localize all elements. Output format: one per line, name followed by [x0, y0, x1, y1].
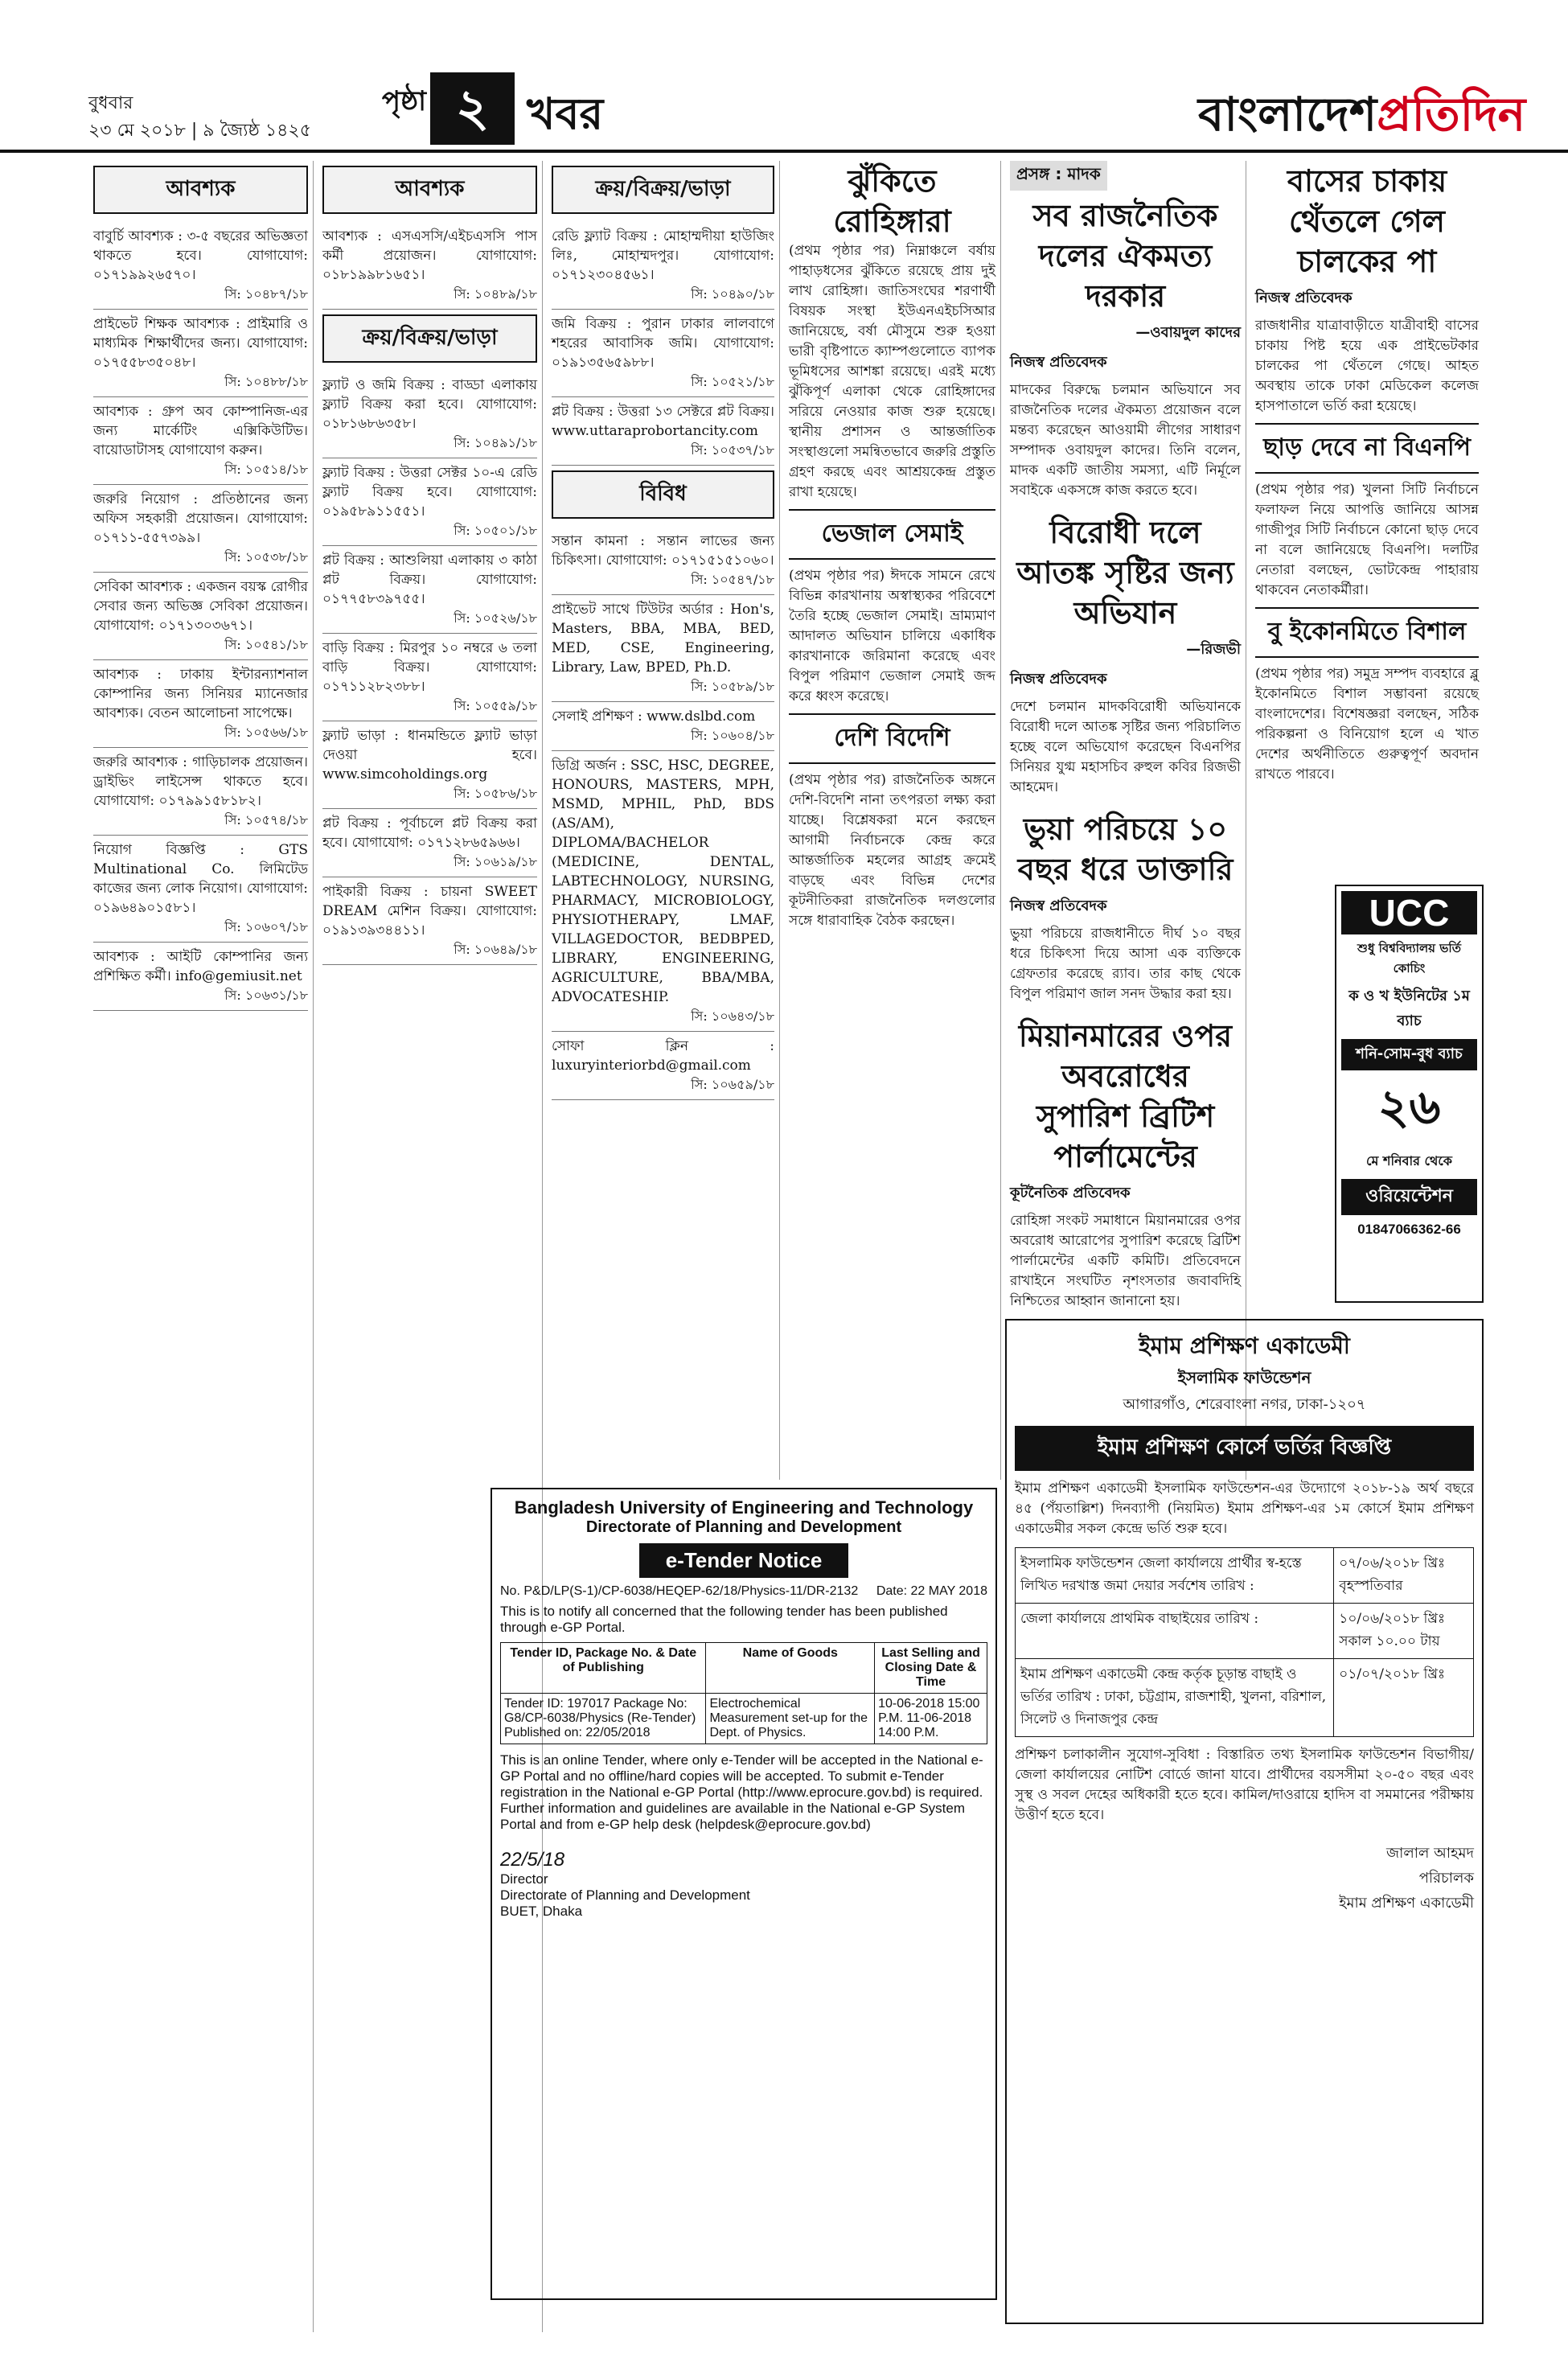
buet-tender-notice [491, 1488, 997, 2300]
org-address: আগারগাঁও, শেরেবাংলা নগর, ঢাকা-১২০৭ [1123, 1396, 1366, 1413]
ad-reference: সি: ১০৫১৪/১৮ [224, 462, 308, 477]
ad-reference: সি: ১০৪৮৯/১৮ [454, 286, 537, 302]
ad-text: প্রাইভেট সাথে টিউটর অর্ডার : Hon's, Masters, BBA, MBA, BED, MED, CSE, Engineering, Library, Law, BPED, Ph.D. [552, 602, 774, 676]
ad-reference: সি: ১০৬০৪/১৮ [691, 728, 774, 743]
ad-reference: সি: ১০৫৫৯/১৮ [454, 698, 537, 713]
ad-text: প্লট বিক্রয় : পূর্বাচলে প্লট বিক্রয় করা হবে। যোগাযোগ: ০১৭১২৮৬৫৯৬৬। [322, 815, 537, 851]
university-name: Bangladesh University of Engineering and Technology [514, 1497, 974, 1518]
classified-ad [322, 546, 537, 634]
directorate-name: Directorate of Planning and Development [585, 1518, 902, 1536]
classified-ad [552, 595, 774, 702]
ad-reference: সি: ১০৫৪৭/১৮ [691, 572, 774, 587]
story-body: (প্রথম পৃষ্ঠার পর) খুলনা সিটি নির্বাচনে ফলাফল নিয়ে আপত্তি জানিয়ে আসন্ন গাজীপুর সিটি নির্বাচনে কোনো ছাড় দেবে না বলে জানিয়েছে বিএনপি। দলটির নেতারা বলছেন, ভোটকেন্দ্র পাহারায় থাকবেন নেতাকর্মীরা। [1255, 482, 1479, 598]
table-cell: ১০/০৬/২০১৮ খ্রিঃ সকাল ১০.০০ টায় [1334, 1604, 1474, 1659]
ad-date: ২৬ [1377, 1079, 1441, 1136]
ad-reference: সি: ১০৬১৯/১৮ [454, 854, 537, 869]
ad-text: রেডি ফ্ল্যাট বিক্রয় : মোহাম্মদীয়া হাউজিং লিঃ, মোহাম্মদপুর। যোগাযোগ: ০১৭১২৩০৪৫৬১। [552, 228, 774, 283]
table-row [1016, 1604, 1474, 1659]
weekday: বুধবার [88, 93, 133, 113]
table-cell: Tender ID: 197017 Package No: G8/CP-6038/Physics (Re-Tender) Published on: 22/05/2018 [501, 1694, 706, 1744]
ad-text: প্রাইভেট শিক্ষক আবশ্যক : প্রাইমারি ও মাধ্যমিক শিক্ষার্থীদের জন্য। যোগাযোগ: ০১৭৫৫৮৩৫০৪৮। [93, 316, 308, 371]
classified-ad [322, 809, 537, 877]
table-row [1016, 1548, 1474, 1604]
ad-reference: সি: ১০৫৩৭/১৮ [691, 442, 774, 458]
ad-text: জরুরি নিয়োগ : প্রতিষ্ঠানের জন্য অফিস সহকারী প্রয়োজন। যোগাযোগ: ০১৭১১-৫৫৭৩৯৯। [93, 491, 308, 546]
ad-title: ইমাম প্রশিক্ষণ কোর্সে ভর্তির বিজ্ঞপ্তি [1015, 1426, 1474, 1471]
tender-table [500, 1642, 987, 1744]
ad-reference: সি: ১০৪৮৮/১৮ [224, 374, 308, 389]
ad-reference: সি: ১০৫৭৪/১৮ [224, 812, 308, 828]
ad-text: সন্তান কামনা : সন্তান লাভের জন্য চিকিৎসা। যোগাযোগ: ০১৭১৫১৫১০৬০। [552, 533, 774, 569]
ad-text: ফ্ল্যাট ও জমি বিক্রয় : বাড্ডা এলাকায় ফ্ল্যাট বিক্রয় করা হবে। যোগাযোগ: ০১৮১৬৮৬৩৫৮। [322, 377, 537, 432]
news-column-middle [1005, 161, 1246, 1480]
ad-reference: সি: ১০৫৪১/১৮ [224, 637, 308, 652]
tender-date: Date: 22 MAY 2018 [876, 1584, 987, 1598]
story-body: রোহিঙ্গা সংকট সমাধানে মিয়ানমারের ওপর অবরোধ আরোপের সুপারিশ করেছে ব্রিটিশ পার্লামেন্টের একটি কমিটি। প্রতিবেদনে রাখাইনে সংঘটিত নৃশংসতার জবাবদিহি নিশ্চিতের আহ্বান জানানো হয়। [1010, 1213, 1241, 1309]
ad-text: বাবুর্চি আবশ্যক : ৩-৫ বছরের অভিজ্ঞতা থাকতে হবে। যোগাযোগ: ০১৭১৯৯২৬৫৭০। [93, 228, 308, 283]
ad-text: সেলাই প্রশিক্ষণ : www.dslbd.com [552, 709, 756, 725]
classified-ad [322, 721, 537, 809]
classified-ad [552, 527, 774, 595]
ad-reference: সি: ১০৫৮৬/১৮ [454, 786, 537, 801]
imam-academy-ad [1005, 1319, 1484, 2324]
byline: নিজস্ব প্রতিবেদক [1010, 897, 1107, 914]
column-heading: বিবিধ [552, 470, 774, 519]
table-cell: ০৭/০৬/২০১৮ খ্রিঃ বৃহস্পতিবার [1334, 1548, 1474, 1604]
ad-reference: সি: ১০৬০৭/১৮ [224, 919, 308, 934]
classified-column-1 [88, 161, 314, 2332]
ad-reference: সি: ১০৬৪৩/১৮ [691, 1008, 774, 1024]
ad-list [322, 222, 537, 310]
classified-ad [322, 222, 537, 310]
classified-ad [93, 748, 308, 836]
signer-title: পরিচালক [1418, 1870, 1474, 1887]
headline-vejal-semai: ভেজাল সেমাই [789, 509, 995, 560]
story-body: রাজধানীর যাত্রাবাড়ীতে যাত্রীবাহী বাসের চাকায় পিষ্ট হয়ে এক প্রাইভেটকার চালকের পা থেঁতলে গেছে। আহত অবস্থায় তাকে ঢাকা মেডিকেল কলেজ হাসপাতালে ভর্তি করা হয়েছে। [1255, 318, 1479, 414]
story-body: (প্রথম পৃষ্ঠার পর) নিম্নাঞ্চলে বর্ষায় পাহাড়ধসের ঝুঁকিতে রয়েছে প্রায় দুই লাখ রোহিঙ্গা। জাতিসংঘের শরণার্থী বিষয়ক সংস্থা ইউএনএইচসিআর জানিয়েছে, বর্ষা মৌসুমে শুরু হওয়া ভারী বৃষ্টিপাতে ক্যাম্পগুলোতে ব্যাপক ভূমিধসের আশঙ্কা রয়েছে। এরই মধ্যে ঝুঁকিপূর্ণ এলাকা থেকে রোহিঙ্গাদের সরিয়ে নেওয়ার কাজ শুরু হয়েছে। স্থানীয় প্রশাসন ও আন্তর্জাতিক সংস্থাগুলো সমন্বিতভাবে জরুরি প্রস্তুতি গ্রহণ করছে এবং আশ্রয়কেন্দ্র প্রস্তুত রাখা হয়েছে। [789, 243, 995, 500]
ad-text: সোফা ক্লিন : luxuryinteriorbd@gmail.com [552, 1038, 774, 1074]
table-header-row [501, 1643, 987, 1694]
ad-text: ক ও খ ইউনিটের ১ম ব্যাচ [1348, 988, 1470, 1029]
tender-title: e-Tender Notice [639, 1543, 848, 1578]
column-header: Tender ID, Package No. & Date of Publishing [501, 1643, 706, 1694]
ad-phone: 01847066362-66 [1357, 1222, 1461, 1237]
ad-text: পাইকারী বিক্রয় : চায়না SWEET DREAM মেশিন বিক্রয়। যোগাযোগ: ০১৯১৩৯৩৪৪১১। [322, 884, 537, 939]
classified-ad [93, 397, 308, 485]
column-heading: ক্রয়/বিক্রয়/ভাড়া [552, 166, 774, 214]
ad-text: মে শনিবার থেকে [1366, 1153, 1452, 1169]
ad-text: আবশ্যক : আইটি কোম্পানির জন্য প্রশিক্ষিত কর্মী। info@gemiusit.net [93, 949, 308, 984]
signer: Director [500, 1871, 548, 1887]
ad-reference: সি: ১০৬৫৯/১৮ [691, 1077, 774, 1092]
table-cell: ইসলামিক ফাউন্ডেশন জেলা কার্যালয়ে প্রার্থীর স্ব-হস্তে লিখিত দরখাস্ত জমা দেয়ার সর্বশেষ তারিখ : [1016, 1548, 1334, 1604]
ad-text: শুধু বিশ্ববিদ্যালয় ভর্তি কোচিং [1357, 941, 1461, 975]
page-number: ২ [430, 72, 515, 145]
ad-body: প্রশিক্ষণ চলাকালীন সুযোগ-সুবিধা : বিস্তারিত তথ্য ইসলামিক ফাউন্ডেশন বিভাগীয়/জেলা কার্যালয়ের নোটিশ বোর্ডে জানা যাবে। প্রার্থীদের বয়সসীমা ২০-৫০ বছর এবং সুস্থ ও সবল দেহের অধিকারী হতে হবে। কামিল/দাওরায়ে হাদিস বা সমমানের পরীক্ষায় উত্তীর্ণ হতে হবে। [1015, 1747, 1474, 1823]
ad-text: জরুরি আবশ্যক : গাড়িচালক প্রয়োজন। ড্রাইভিং লাইসেন্স থাকতে হবে। যোগাযোগ: ০১৭৯৯১৫৮১৮২। [93, 754, 308, 809]
ad-reference: সি: ১০৫৮৯/১৮ [691, 679, 774, 694]
ad-reference: সি: ১০৫০১/১৮ [454, 523, 537, 538]
classified-ad [93, 310, 308, 397]
classified-ad [93, 222, 308, 310]
ad-text: আবশ্যক : ঢাকায় ইন্টারন্যাশনাল কোম্পানির জন্য সিনিয়র ম্যানেজার আবশ্যক। বেতন আলোচনা সাপেক্ষে। [93, 667, 308, 721]
ad-reference: সি: ১০৫৬৬/১৮ [224, 725, 308, 740]
classified-ad [552, 1032, 774, 1100]
tender-intro: This is to notify all concerned that the following tender has been published through e-GP Portal. [500, 1604, 948, 1635]
ad-reference: সি: ১০৫২১/১৮ [691, 374, 774, 389]
ad-text: আবশ্যক : গ্রুপ অব কোম্পানিজ-এর জন্য মার্কেটিং এক্সিকিউটিভ। বায়োডাটাসহ যোগাযোগ করুন। [93, 404, 308, 458]
classified-ad [93, 485, 308, 573]
classified-ad [93, 573, 308, 660]
table-cell: ইমাম প্রশিক্ষণ একাডেমী কেন্দ্র কর্তৃক চূড়ান্ত বাছাই ও ভর্তির তারিখ : ঢাকা, চট্টগ্রাম, রাজশাহী, খুলনা, বরিশাল, সিলেট ও দিনাজপুর কেন্দ্র [1016, 1659, 1334, 1737]
classified-ad [552, 310, 774, 397]
ad-text: প্লট বিক্রয় : উত্তরা ১৩ সেক্টরে প্লট বিক্রয়। www.uttaraprobortancity.com [552, 404, 774, 439]
story-body: (প্রথম পৃষ্ঠার পর) সমুদ্র সম্পদ ব্যবহারে ব্লু ইকোনমিতে বিশাল সম্ভাবনা রয়েছে বাংলাদেশের। বিশেষজ্ঞরা বলছেন, সঠিক পরিকল্পনা ও বিনিয়োগ হলে এ খাত দেশের অর্থনীতিতে গুরুত্বপূর্ণ অবদান রাখতে পারবে। [1255, 666, 1479, 782]
quote-author: —রিজভী [1186, 641, 1241, 658]
ad-text: আবশ্যক : এসএসসি/এইচএসসি পাস কর্মী প্রয়োজন। যোগাযোগ: ০১৮১৯৯৮১৬৫১। [322, 228, 537, 283]
topic-label: প্রসঙ্গ : মাদক [1010, 161, 1107, 191]
table-cell: জেলা কার্যালয়ে প্রাথমিক বাছাইয়ের তারিখ : [1016, 1604, 1334, 1659]
headline-opposition: বিরোধী দলে আতঙ্ক সৃষ্টির জন্য অভিযান [1016, 514, 1234, 630]
ad-reference: সি: ১০৪৮৭/১৮ [224, 286, 308, 302]
org-name: ইমাম প্রশিক্ষণ একাডেমী [1139, 1333, 1350, 1359]
classified-ad [552, 751, 774, 1032]
ad-text: সেবিকা আবশ্যক : একজন বয়স্ক রোগীর সেবার জন্য অভিজ্ঞ সেবিকা প্রয়োজন। যোগাযোগ: ০১৭১৩০৩৬৭১। [93, 579, 308, 634]
ad-reference: সি: ১০৫২৬/১৮ [454, 610, 537, 626]
classified-ad [552, 397, 774, 466]
ucc-coaching-ad [1335, 885, 1484, 1303]
ad-text: জমি বিক্রয় : পুরান ঢাকার লালবাগে শহরের আবাসিক জমি। যোগাযোগ: ০১৯১৩৫৬৫৯৮৮। [552, 316, 774, 371]
classified-ad [93, 943, 308, 1011]
ad-reference: সি: ১০৬৪৯/১৮ [454, 942, 537, 957]
tender-ref: No. P&D/LP(S-1)/CP-6038/HEQEP-62/18/Physics-11/DR-2132 [500, 1584, 859, 1598]
ad-list [322, 371, 537, 965]
classified-ad [322, 458, 537, 546]
classified-ad [93, 660, 308, 748]
column-header: Name of Goods [706, 1643, 875, 1694]
org-sub: ইসলামিক ফাউন্ডেশন [1177, 1368, 1311, 1387]
column-heading: ক্রয়/বিক্রয়/ভাড়া [322, 314, 537, 363]
news-column-main [784, 161, 1001, 1480]
story-body: মাদকের বিরুদ্ধে চলমান অভিযানে সব রাজনৈতিক দলের ঐকমত্য প্রয়োজন বলে মন্তব্য করেছেন আওয়ামী লীগের সাধারণ সম্পাদক ওবায়দুল কাদের। তিনি বলেন, মাদক একটি জাতীয় সমস্যা, এটি নির্মূলে সবাইকে একসঙ্গে কাজ করতে হবে। [1010, 382, 1241, 499]
page-label: পৃষ্ঠা [381, 85, 426, 117]
ad-list [93, 222, 308, 1011]
ad-list [552, 527, 774, 1100]
ad-text: নিয়োগ বিজ্ঞপ্তি : GTS Multinational Co. লিমিটেড কাজের জন্য লোক নিয়োগ। যোগাযোগ: ০১৯৬৪৯০১৫৮১। [93, 842, 308, 916]
table-cell: Electrochemical Measurement set-up for the Dept. of Physics. [706, 1694, 875, 1744]
table-cell: 10-06-2018 15:00 P.M. 11-06-2018 14:00 P.M. [875, 1694, 987, 1744]
story-body: ভুয়া পরিচয়ে রাজধানীতে দীর্ঘ ১০ বছর ধরে চিকিৎসা দিয়ে আসা এক ব্যক্তিকে গ্রেফতার করেছে র‌্যাব। তার কাছ থেকে বিপুল পরিমাণ জাল সনদ উদ্ধার করা হয়। [1010, 926, 1241, 1002]
ad-text: ডিগ্রি অর্জন : SSC, HSC, DEGREE, HONOURS, MASTERS, MPH, MSMD, MPHIL, PhD, BDS (AS/AM), DIPLOMA/BACHELOR (MEDICINE, DENTAL, LABTECHNOLOGY, NURSING, PHARMACY, MICROBIOLOGY, PHYSIOTHERAPY, LMAF, VILLAGEDOCTOR, BEDBPED, LIBRARY, ENGINEERING, AGRICULTURE, BBA/MBA, ADVOCATESHIP. [552, 758, 774, 1005]
ad-text: বাড়ি বিক্রয় : মিরপুর ১০ নম্বরে ৬ তলা বাড়ি বিক্রয়। যোগাযোগ: ০১৭১১২৮২৩৮৮। [322, 640, 537, 695]
ad-reference: সি: ১০৫৩৮/১৮ [224, 549, 308, 565]
byline: নিজস্ব প্রতিবেদক [1010, 354, 1107, 371]
headline-bus-accident: বাসের চাকায় থেঁতলে গেল চালকের পা [1287, 162, 1447, 279]
classified-ad [322, 877, 537, 965]
table-row [1016, 1659, 1474, 1737]
classified-ad [552, 222, 774, 310]
ad-text: শনি-সোম-বুধ ব্যাচ [1341, 1039, 1477, 1070]
ad-intro: ইমাম প্রশিক্ষণ একাডেমী ইসলামিক ফাউন্ডেশন-এর উদ্যোগে ২০১৮-১৯ অর্থ বছরে ৪৫ (পঁয়তাল্লিশ) দিনব্যাপী (নিয়মিত) ইমাম প্রশিক্ষণ-এর ১ম কোর্সে ইমাম প্রশিক্ষণ একাডেমীর সকল কেন্দ্রে ভর্তি শুরু হবে। [1015, 1481, 1474, 1537]
table-cell: ০১/০৭/২০১৮ খ্রিঃ [1334, 1659, 1474, 1737]
story-body: (প্রথম পৃষ্ঠার পর) রাজনৈতিক অঙ্গনে দেশি-বিদেশি নানা তৎপরতা লক্ষ্য করা যাচ্ছে। বিশ্লেষকরা মনে করছেন আগামী নির্বাচনকে কেন্দ্র করে আন্তর্জাতিক মহলের আগ্রহ ক্রমেই বাড়ছে এবং বিভিন্ন দেশের কূটনীতিকরা রাজনৈতিক দলগুলোর সঙ্গে ধারাবাহিক বৈঠক করছেন। [789, 772, 995, 929]
classified-ad [552, 702, 774, 751]
signature-date: 22/5/18 [500, 1849, 565, 1871]
headline-rohingya: ঝুঁকিতে রোহিঙ্গারা [833, 162, 951, 239]
headline-consensus: সব রাজনৈতিক দলের ঐকমত্য দরকার [1032, 197, 1218, 314]
classified-column-3 [547, 161, 780, 1480]
masthead [0, 0, 1568, 153]
date-line: ২৩ মে ২০১৮ | ৯ জ্যৈষ্ঠ ১৪২৫ [88, 121, 311, 141]
newspaper-logo: বাংলাদেশপ্রতিদিন [1198, 87, 1526, 142]
section-title: খবর [527, 88, 604, 139]
tender-footer: This is an online Tender, where only e-Tender will be accepted in the National e-GP Portal and no offline/hard copies will be accepted. To submit e-Tender registration in the National e-GP Portal (http://www.eprocure.gov.bd) is required. Further information and guidelines are available in the National e-GP System Portal and from e-GP help desk (helpdesk@eprocure.gov.bd) [500, 1752, 983, 1832]
classified-ad [322, 634, 537, 721]
date-block [88, 90, 354, 145]
story-body: (প্রথম পৃষ্ঠার পর) ঈদকে সামনে রেখে বিভিন্ন কারখানায় অস্বাস্থ্যকর পরিবেশে তৈরি হচ্ছে ভেজাল সেমাই। ভ্রাম্যমাণ আদালত অভিযান চালিয়ে একাধিক কারখানাকে জরিমানা করেছে এবং বিপুল পরিমাণ ভেজাল সেমাই জব্দ করে ধ্বংস করেছে। [789, 568, 995, 704]
ad-text: প্লট বিক্রয় : আশুলিয়া এলাকায় ৩ কাঠা প্লট বিক্রয়। যোগাযোগ: ০১৭৭৫৮৩৯৭৫৫। [322, 552, 537, 607]
story-body: দেশে চলমান মাদকবিরোধী অভিযানকে বিরোধী দলে আতঙ্ক সৃষ্টির জন্য পরিচালিত হচ্ছে বলে অভিযোগ করেছেন বিএনপির সিনিয়র যুগ্ম মহাসচিব রুহুল কবির রিজভী আহমেদ। [1010, 699, 1241, 795]
ad-text: ফ্ল্যাট ভাড়া : ধানমন্ডিতে ফ্ল্যাট ভাড়া দেওয়া হবে। www.simcoholdings.org [322, 728, 537, 782]
signer: জালাল আহমদ [1386, 1845, 1474, 1862]
ad-list [552, 222, 774, 466]
table-row [501, 1694, 987, 1744]
headline-fake-doctor: ভুয়া পরিচয়ে ১০ বছর ধরে ডাক্তারি [1017, 811, 1233, 887]
headline-blue-economy: বু ইকোনমিতে বিশাল [1255, 607, 1479, 658]
signer-institution: BUET, Dhaka [500, 1904, 583, 1919]
quote-author: —ওবায়দুল কাদের [1135, 324, 1241, 341]
column-header: Last Selling and Closing Date & Time [875, 1643, 987, 1694]
headline-bnp: ছাড় দেবে না বিএনপি [1255, 423, 1479, 474]
ad-reference: সি: ১০৪৯১/১৮ [454, 435, 537, 450]
byline: কূটনৈতিক প্রতিবেদক [1010, 1185, 1131, 1201]
ucc-logo: UCC [1341, 891, 1477, 934]
signer-org: ইমাম প্রশিক্ষণ একাডেমী [1339, 1895, 1474, 1912]
schedule-table [1015, 1547, 1474, 1737]
column-heading: আবশ্যক [322, 166, 537, 214]
ad-reference: সি: ১০৬৩১/১৮ [224, 988, 308, 1003]
byline: নিজস্ব প্রতিবেদক [1255, 290, 1353, 306]
column-heading: আবশ্যক [93, 166, 308, 214]
headline-deshi-bideshi: দেশি বিদেশি [789, 713, 995, 764]
byline: নিজস্ব প্রতিবেদক [1010, 671, 1107, 688]
signer-office: Directorate of Planning and Development [500, 1887, 750, 1903]
ad-text: ওরিয়েন্টেশন [1341, 1179, 1477, 1215]
classified-ad [322, 371, 537, 458]
headline-myanmar-sanction: মিয়ানমারের ওপর অবরোধের সুপারিশ ব্রিটিশ পার্লামেন্টের [1018, 1017, 1233, 1174]
classified-ad [93, 836, 308, 943]
ad-reference: সি: ১০৪৯০/১৮ [691, 286, 774, 302]
ad-text: ফ্ল্যাট বিক্রয় : উত্তরা সেক্টর ১০-এ রেডি ফ্ল্যাট বিক্রয় হবে। যোগাযোগ: ০১৯৫৮৯১১৫৫১। [322, 465, 537, 520]
